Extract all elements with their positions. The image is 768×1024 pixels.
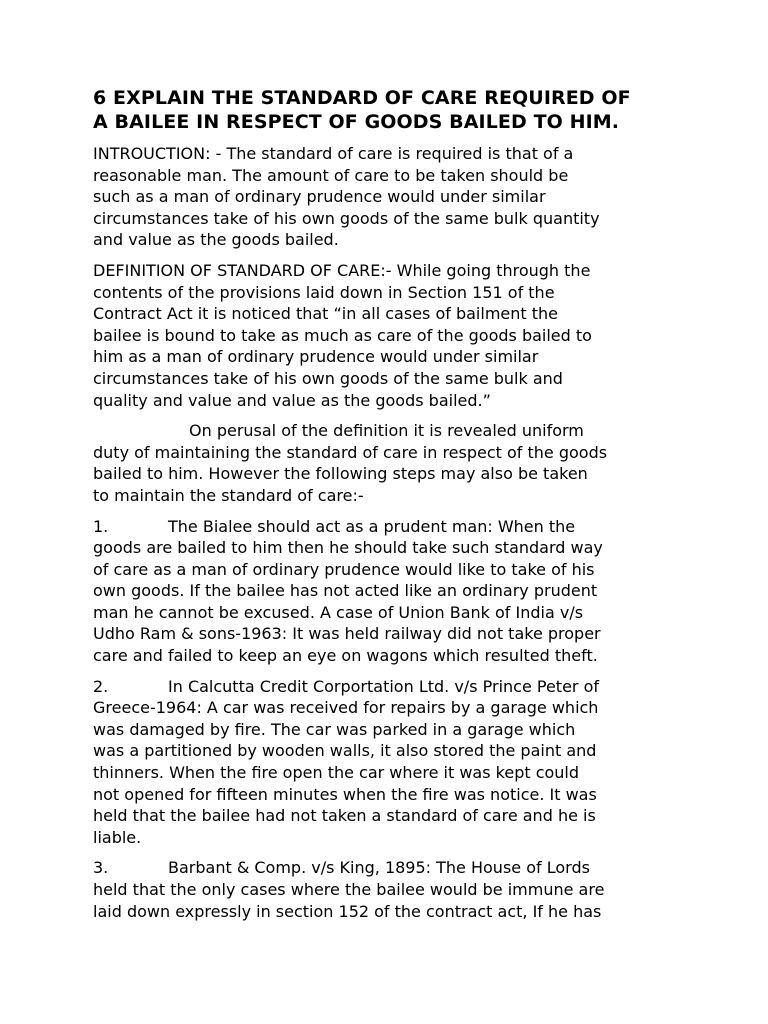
text-line: held that the bailee had not taken a standard of care and he is [93, 806, 596, 826]
text-line: was a partitioned by wooden walls, it also stored the paint and [93, 741, 597, 761]
point-text: The Bialee should act as a prudent man: When the [168, 516, 576, 536]
text-line: duty of maintaining the standard of care in respect of the goods [93, 442, 608, 462]
title-line: A BAILEE IN RESPECT OF GOODS BAILED TO HIM. [93, 111, 620, 133]
text-line: of care as a man of ordinary prudence would like to take of his [93, 559, 595, 579]
text-line [93, 516, 683, 538]
text-line: bailee is bound to take as much as care of the goods bailed to [93, 325, 592, 345]
title-line: 6 EXPLAIN THE STANDARD OF CARE REQUIRED OF [93, 87, 631, 109]
document-title [93, 86, 683, 134]
point-number: 1. [93, 516, 109, 536]
text-line: circumstances take of his own goods of the same bulk quantity [93, 208, 600, 228]
point-1-paragraph [93, 516, 683, 667]
definition-paragraph [93, 260, 683, 411]
text-line: bailed to him. However the following steps may also be taken [93, 464, 588, 484]
text-line: own goods. If the bailee has not acted like an ordinary prudent [93, 581, 598, 601]
text-line: not opened for fifteen minutes when the fire was notice. It was [93, 784, 597, 804]
point-3-paragraph [93, 857, 683, 922]
point-text: Barbant & Comp. v/s King, 1895: The House of Lords [168, 858, 590, 878]
text-line: quality and value and value as the goods bailed.” [93, 390, 491, 410]
text-line: held that the only cases where the bailee would be immune are [93, 880, 605, 899]
text-line: thinners. When the fire open the car where it was kept could [93, 763, 580, 783]
text-line: goods are bailed to him then he should take such standard way [93, 538, 603, 558]
text-line: Udho Ram & sons-1963: It was held railway did not take proper [93, 624, 601, 644]
text-line: such as a man of ordinary prudence would under similar [93, 187, 546, 207]
text-line: was damaged by fire. The car was parked in a garage which [93, 719, 576, 739]
text-line: laid down expressly in section 152 of the contract act, If he has [93, 901, 602, 921]
text-line: On perusal of the definition it is revealed uniform [189, 421, 584, 441]
point-number: 2. [93, 676, 109, 696]
text-line: care and failed to keep an eye on wagons which resulted theft. [93, 646, 598, 666]
text-line: DEFINITION OF STANDARD OF CARE:- While going through the [93, 260, 591, 280]
perusal-paragraph [93, 420, 683, 506]
text-line: Greece-1964: A car was received for repairs by a garage which [93, 698, 599, 718]
point-text: In Calcutta Credit Corportation Ltd. v/s Prince Peter of [168, 676, 599, 696]
text-line: liable. [93, 827, 142, 847]
text-line: contents of the provisions laid down in Section 151 of the [93, 282, 555, 302]
point-2-paragraph [93, 676, 683, 849]
text-line: man he cannot be excused. A case of Union Bank of India v/s [93, 602, 584, 622]
introduction-paragraph [93, 143, 683, 251]
text-line: and value as the goods bailed. [93, 230, 339, 250]
text-line: INTROUCTION: - The standard of care is required is that of a [93, 144, 574, 163]
text-line: reasonable man. The amount of care to be taken should be [93, 165, 569, 185]
document-page [93, 86, 683, 931]
text-line [93, 676, 683, 698]
text-line: Contract Act it is noticed that “in all cases of bailment the [93, 304, 559, 324]
text-line: to maintain the standard of care:- [93, 485, 364, 505]
point-number: 3. [93, 858, 109, 878]
text-line: him as a man of ordinary prudence would under similar [93, 347, 539, 367]
text-line [93, 857, 683, 879]
text-line: circumstances take of his own goods of the same bulk and [93, 368, 563, 388]
